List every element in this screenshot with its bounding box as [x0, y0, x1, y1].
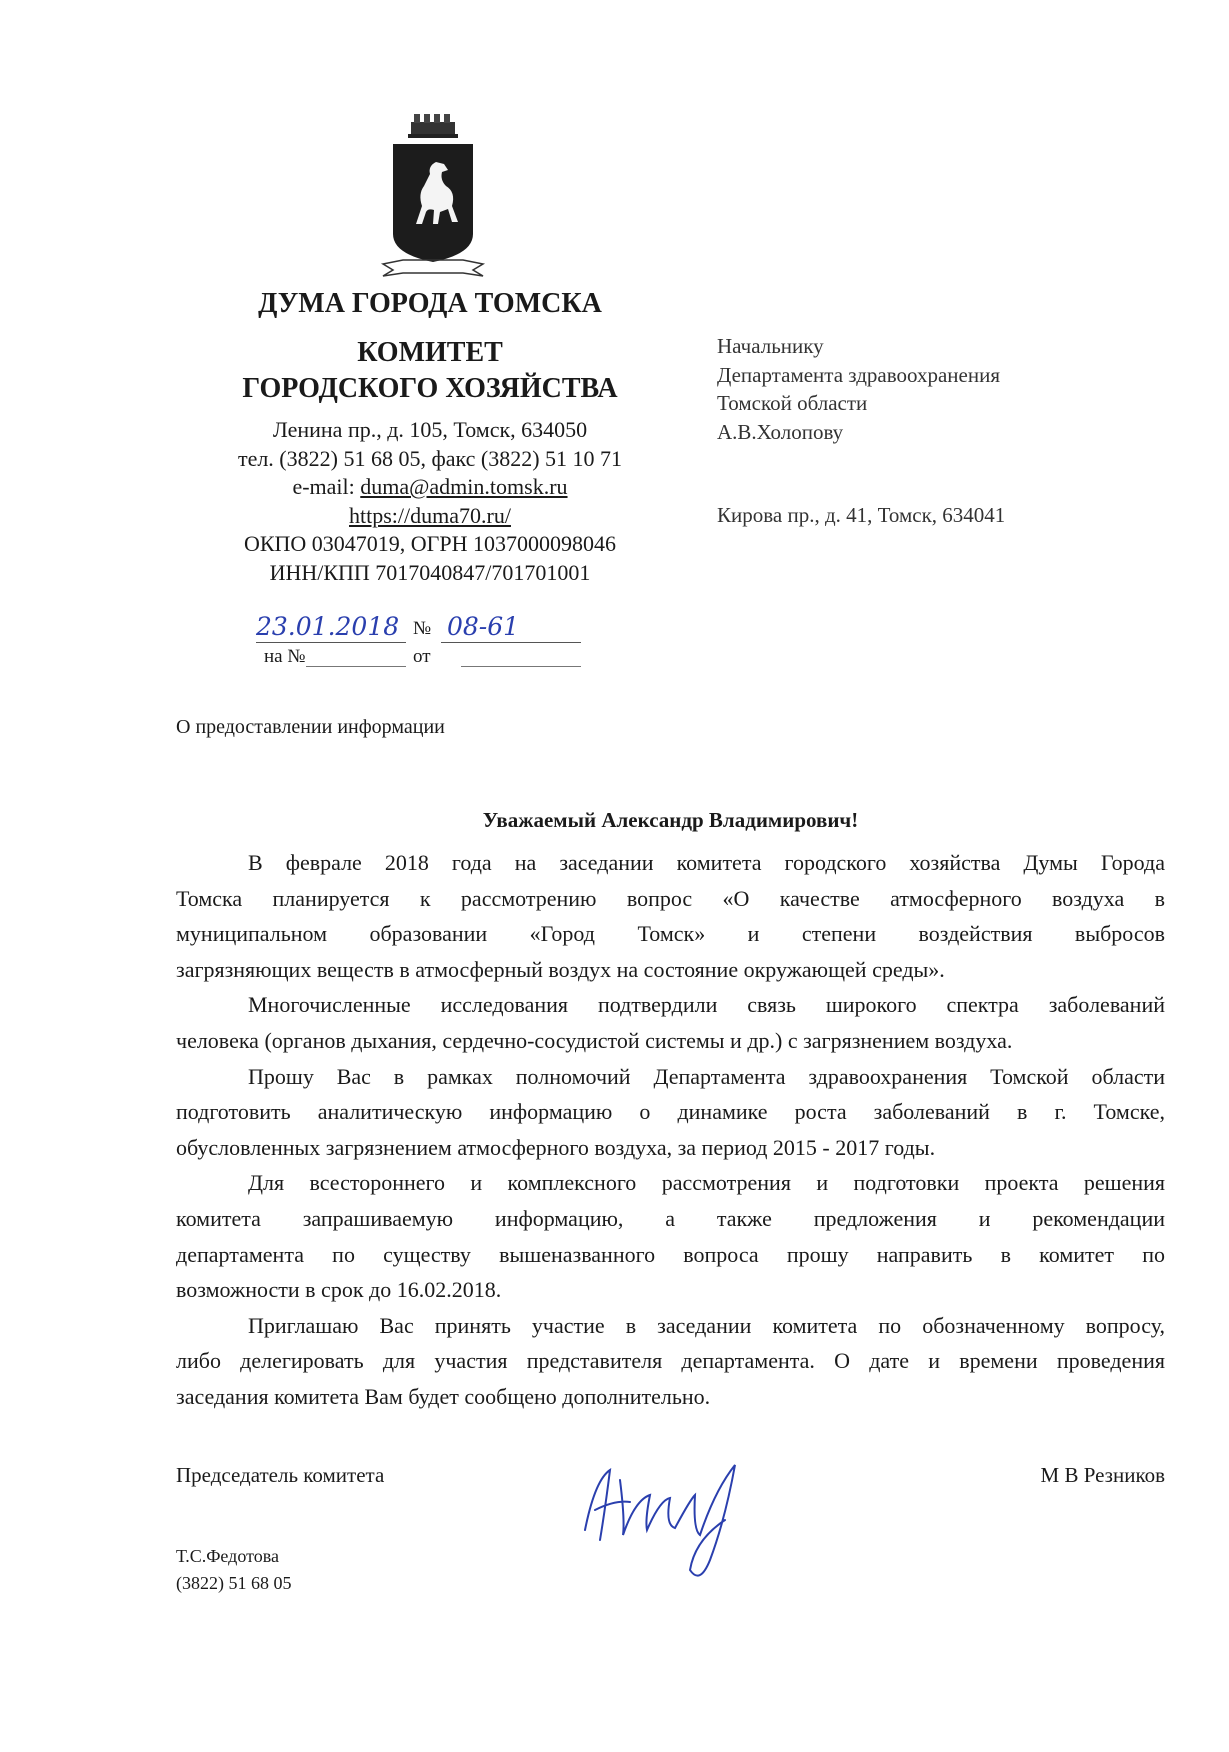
- letter-body: [176, 845, 1165, 1415]
- paragraph-line: Прошу Вас в рамках полномочий Департамента здравоохранения Томской области: [248, 1063, 1165, 1089]
- paragraph-line: подготовить аналитическую информацию о динамике роста заболеваний в г. Томске,: [176, 1099, 1165, 1125]
- org-phone: тел. (3822) 51 68 05, факс (3822) 51 10 71: [237, 445, 623, 471]
- org-contacts: [180, 416, 680, 587]
- recipient-block: [717, 332, 1000, 446]
- letter-subject: О предоставлении информации: [176, 716, 445, 738]
- coat-of-arms-emblem: [378, 114, 488, 279]
- greeting: Уважаемый Александр Владимирович!: [482, 808, 859, 832]
- ribbon-icon: [383, 260, 483, 276]
- committee-name: [180, 335, 680, 407]
- executor-phone: (3822) 51 68 05: [176, 1573, 292, 1593]
- recipient-address: Кирова пр., д. 41, Томск, 634041: [717, 503, 1006, 527]
- email-link[interactable]: duma@admin.tomsk.ru: [360, 474, 568, 499]
- paragraph-line: департамента по существу вышеназванного вопроса прошу направить в комитет по: [176, 1241, 1165, 1267]
- paragraph-line: обусловленных загрязнением атмосферного воздуха, за период 2015 - 2017 годы.: [176, 1134, 936, 1160]
- recipient-line: Томской области: [717, 391, 868, 415]
- recipient-line: Департамента здравоохранения: [717, 362, 1000, 387]
- org-email-row: [180, 473, 680, 502]
- reg-number: 08-61: [447, 612, 520, 641]
- reg-number-field: [441, 612, 581, 643]
- paragraph-line: В феврале 2018 года на заседании комитета городского хозяйства Думы Города: [248, 850, 1165, 875]
- ref-date-field: [461, 646, 581, 667]
- org-okpo: ОКПО 03047019, ОГРН 1037000098046: [243, 531, 617, 556]
- executor-block: [176, 1543, 292, 1597]
- paragraph-line: возможности в срок до 16.02.2018.: [176, 1277, 502, 1303]
- paragraph-line: Приглашаю Вас принять участие в заседании комитета по обозначенному вопросу,: [248, 1312, 1165, 1338]
- paragraph-line: человека (органов дыхания, сердечно-сосудистой системы и др.) с загрязнением воздуха.: [176, 1027, 1013, 1053]
- committee-line-2: ГОРОДСКОГО ХОЗЯЙСТВА: [242, 373, 618, 404]
- org-inn: ИНН/КПП 7017040847/701701001: [269, 559, 591, 585]
- recipient-line: А.В.Холопову: [717, 419, 844, 444]
- paragraph: [176, 1308, 1165, 1415]
- ref-from-label: от: [413, 646, 431, 667]
- paragraph-line: заседания комитета Вам будет сообщено дополнительно.: [176, 1383, 711, 1409]
- handwritten-signature: [575, 1440, 775, 1590]
- committee-line-1: КОМИТЕТ: [357, 337, 503, 368]
- paragraph: [176, 845, 1165, 987]
- paragraph-line: комитета запрашиваемую информацию, а также предложения и рекомендации: [176, 1205, 1165, 1231]
- org-name: ДУМА ГОРОДА ТОМСКА: [258, 288, 602, 319]
- ref-number-field: [306, 646, 406, 667]
- paragraph-line: Для всестороннего и комплексного рассмотрения и подготовки проекта решения: [248, 1170, 1165, 1196]
- paragraph-line: Многочисленные исследования подтвердили связь широкого спектра заболеваний: [248, 992, 1165, 1018]
- paragraph: [176, 987, 1165, 1058]
- website-link[interactable]: https://duma70.ru/: [349, 502, 511, 528]
- paragraph-line: муниципальном образовании «Город Томск» и степени воздействия выбросов: [176, 921, 1165, 947]
- ref-number-label: на №: [264, 646, 306, 667]
- reg-date: 23.01.2018: [256, 612, 400, 641]
- reg-number-label: №: [413, 618, 432, 639]
- paragraph: [176, 1165, 1165, 1307]
- email-label: e-mail:: [292, 474, 361, 499]
- registration-block: [256, 612, 606, 672]
- recipient-line: Начальнику: [717, 334, 824, 358]
- crown-icon: [408, 114, 458, 138]
- paragraph-line: Томска планируется к рассмотрению вопрос «О качестве атмосферного воздуха в: [176, 885, 1165, 911]
- signatory-name: М В Резников: [1040, 1463, 1165, 1487]
- paragraph: [176, 1059, 1165, 1166]
- signatory-title: Председатель комитета: [176, 1463, 385, 1487]
- executor-name: Т.С.Федотова: [176, 1546, 279, 1566]
- paragraph-line: загрязняющих веществ в атмосферный воздух на состояние окружающей среды».: [176, 956, 945, 982]
- org-address: Ленина пр., д. 105, Томск, 634050: [272, 417, 588, 442]
- reg-date-field: [256, 612, 406, 643]
- paragraph-line: либо делегировать для участия представителя департамента. О дате и времени проведения: [176, 1348, 1165, 1374]
